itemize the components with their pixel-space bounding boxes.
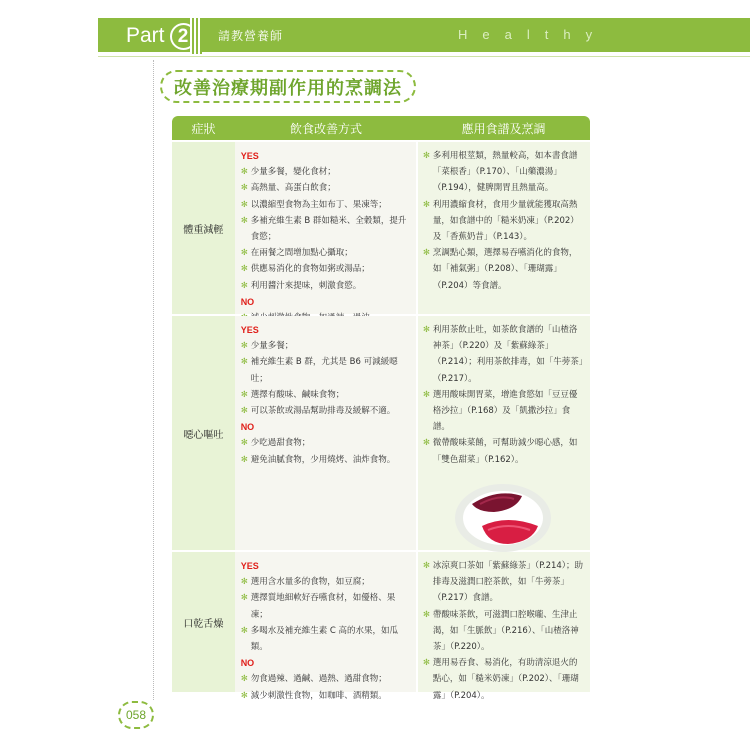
header-healthy-text: Healthy (458, 27, 608, 42)
recipe-cell (418, 142, 590, 314)
list-item: ✻ 減少刺激性食物，如咖啡、酒精類。 (241, 688, 410, 704)
header-stripes-decoration (190, 18, 202, 54)
star-bullet-icon: ✻ (240, 454, 248, 465)
diet-cell (235, 142, 416, 314)
list-item: ✻ 選用易吞食、易消化，有助清涼退火的點心，如「糙米奶凍」（P.202）、「珊瑚露」（P.204）。 (423, 655, 584, 704)
page-header (98, 18, 750, 54)
star-bullet-icon: ✻ (422, 609, 430, 620)
list-item: ✻ 冰涼爽口茶如「紫蘇綠茶」（P.214）；助排毒及滋潤口腔茶飲，如「牛蒡茶」（P.217）食譜。 (423, 558, 584, 607)
food-photo (452, 474, 554, 556)
list-item: ✻ 微帶酸味菜餚，可幫助減少噁心感，如「雙色甜菜」（P.162）。 (423, 435, 584, 467)
symptom-cell: 噁心嘔吐 (172, 316, 235, 550)
yes-label: YES (240, 561, 259, 571)
star-bullet-icon: ✻ (240, 167, 248, 178)
star-bullet-icon: ✻ (240, 357, 248, 368)
section-title-box (160, 70, 416, 103)
list-item: ✻ 多喝水及補充維生素 C 高的水果，如瓜類。 (241, 623, 410, 655)
list-item: ✻ 以濃縮型食物為主如布丁、果凍等； (241, 197, 410, 213)
diet-cell (235, 316, 416, 550)
star-bullet-icon: ✻ (240, 593, 248, 604)
no-label: NO (240, 658, 255, 669)
recipe-cell (418, 552, 590, 701)
part-label (126, 21, 197, 51)
no-label: NO (240, 422, 255, 433)
star-bullet-icon: ✻ (240, 625, 248, 636)
margin-dotted-line (153, 60, 154, 700)
list-item: ✻ 勿食過辣、過鹹、過熱、過甜食物； (241, 671, 410, 687)
header-recipes: 應用食譜及烹調 (461, 121, 546, 136)
recipe-cell (418, 316, 590, 550)
list-item: ✻ 在兩餐之間增加點心攝取； (241, 245, 410, 261)
part-text: Part (126, 24, 165, 47)
header-divider (98, 56, 750, 57)
diet-cell (235, 552, 416, 701)
series-title: 請教營養師 (218, 29, 284, 43)
list-item: ✻ 選擇質地細軟好吞嚥食材，如優格、果凍； (241, 590, 410, 622)
section-title: 改善治療期副作用的烹調法 (174, 77, 402, 99)
star-bullet-icon: ✻ (240, 674, 248, 685)
star-bullet-icon: ✻ (240, 341, 248, 352)
star-bullet-icon: ✻ (240, 690, 248, 701)
star-bullet-icon: ✻ (240, 248, 248, 259)
list-item: ✻ 高熱量、高蛋白飲食； (241, 180, 410, 196)
yes-label: YES (240, 325, 259, 335)
header-diet: 飲食改善方式 (289, 121, 362, 136)
star-bullet-icon: ✻ (422, 199, 430, 210)
star-bullet-icon: ✻ (240, 389, 248, 400)
table-row (172, 314, 590, 550)
list-item: ✻ 供應易消化的食物如粥或湯品； (241, 261, 410, 277)
list-item: ✻ 多補充維生素 B 群如糙米、全穀類，提升食慾； (241, 213, 410, 245)
list-item: ✻ 帶酸味茶飲，可滋潤口腔喉嚨、生津止渴，如「生脈飲」（P.216）、「山楂洛神茶」（P.220）。 (423, 607, 584, 656)
list-item: ✻ 烹調點心類，選擇易吞嚥消化的食物，如「補氣粥」（P.208）、「珊瑚露」（P.204）等食譜。 (423, 245, 584, 294)
list-item: ✻ 補充維生素 B 群，尤其是 B6 可減緩噁吐； (241, 354, 410, 386)
star-bullet-icon: ✻ (422, 438, 430, 449)
star-bullet-icon: ✻ (422, 151, 430, 161)
table-row (172, 140, 590, 314)
star-bullet-icon: ✻ (240, 183, 248, 194)
list-item: ✻ 避免油膩食物，少用燒烤、油炸食物。 (241, 452, 410, 468)
star-bullet-icon: ✻ (240, 215, 248, 226)
star-bullet-icon: ✻ (422, 248, 430, 259)
star-bullet-icon: ✻ (240, 406, 248, 417)
list-item: ✻ 可以茶飲或湯品幫助排毒及緩解不適。 (241, 403, 410, 419)
star-bullet-icon: ✻ (422, 389, 430, 400)
no-label: NO (240, 296, 255, 307)
table-row (172, 550, 590, 701)
list-item: ✻ 利用濃縮食材，食用少量就能獲取高熱量，如食譜中的「糙米奶凍」（P.202）及「香蕉奶昔」（P.143）。 (423, 197, 584, 246)
star-bullet-icon: ✻ (240, 577, 248, 588)
list-item: ✻ 多利用根莖類，熱量較高，如本書食譜「菜根香」（P.170）、「山藥濃湯」（P.194），健脾開胃且熱量高。 (423, 148, 584, 197)
list-item: ✻ 選用酸味開胃菜，增進食慾如「豆豆優格沙拉」（P.168）及「凱撒沙拉」食譜。 (423, 387, 584, 436)
page-number: 058 (118, 701, 154, 729)
star-bullet-icon: ✻ (422, 561, 430, 571)
list-item: ✻ 少量多餐； (241, 338, 410, 354)
star-bullet-icon: ✻ (422, 658, 430, 669)
table-header (172, 116, 590, 140)
star-bullet-icon: ✻ (422, 325, 430, 335)
list-item: ✻ 少量多餐，變化食材； (241, 164, 410, 180)
symptom-cell: 體重減輕 (172, 142, 235, 314)
list-item: ✻ 選擇有酸味、鹹味食物； (241, 387, 410, 403)
yes-label: YES (240, 151, 259, 161)
part-number: 2 (170, 23, 197, 50)
star-bullet-icon: ✻ (240, 280, 248, 291)
beet-dish-illustration (452, 474, 554, 556)
list-item: ✻ 利用茶飲止吐，如茶飲食譜的「山楂洛神茶」（P.220）及「紫蘇綠茶」（P.214）；利用茶飲排毒，如「牛蒡茶」（P.217）。 (423, 322, 584, 387)
symptom-cell: 口乾舌燥 (172, 552, 235, 692)
list-item: ✻ 利用醬汁來提味，刺激食慾。 (241, 278, 410, 294)
list-item: ✻ 選用含水量多的食物，如豆腐； (241, 574, 410, 590)
header-symptom: 症狀 (191, 121, 216, 136)
side-effects-table (172, 116, 590, 701)
star-bullet-icon: ✻ (240, 264, 248, 275)
star-bullet-icon: ✻ (240, 199, 248, 210)
list-item: ✻ 少吃過甜食物； (241, 435, 410, 451)
star-bullet-icon: ✻ (240, 438, 248, 449)
